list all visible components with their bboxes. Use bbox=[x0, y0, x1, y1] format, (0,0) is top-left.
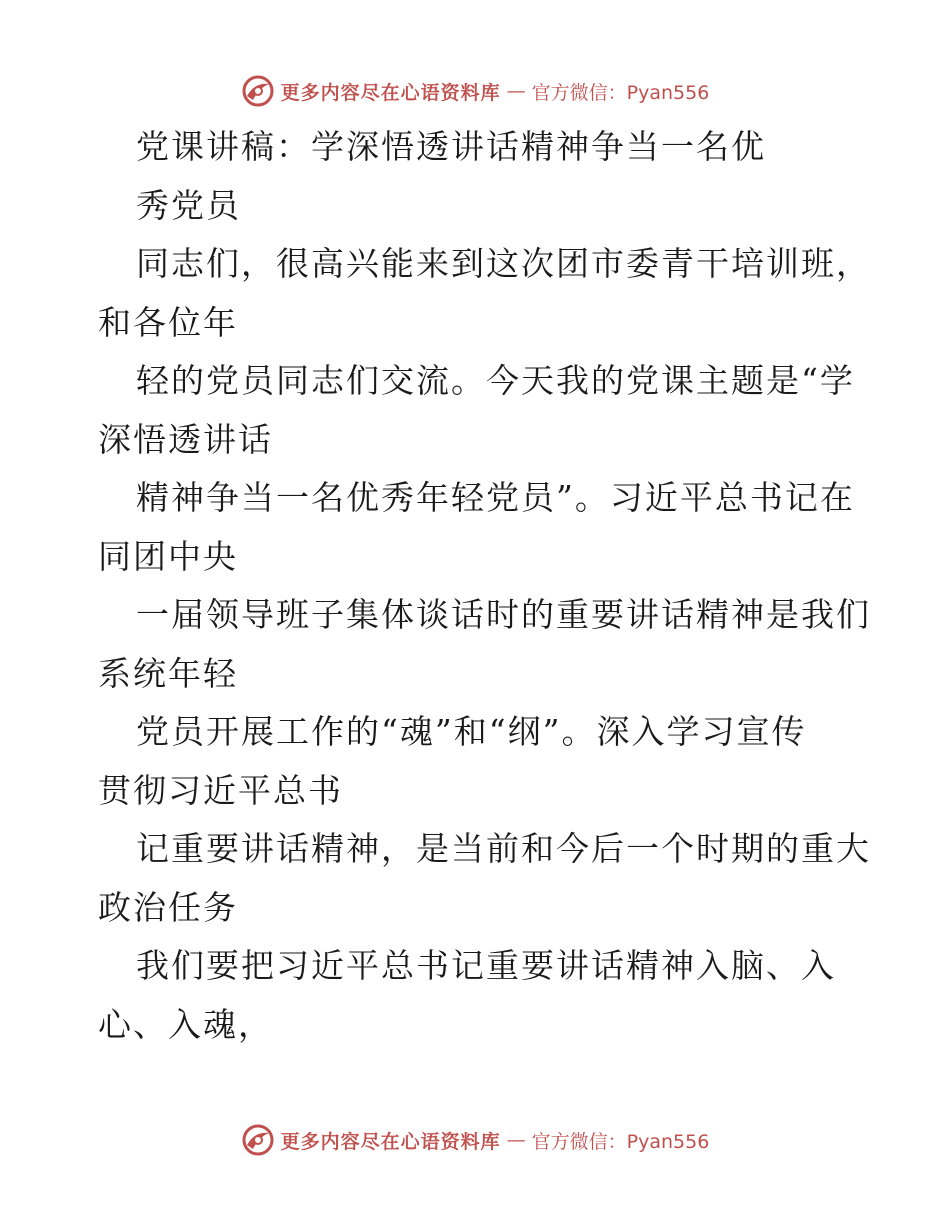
banner-wechat: 官方微信：Pyan556 bbox=[531, 81, 710, 104]
paragraph-line: 同团中央 bbox=[98, 536, 238, 576]
paragraph-line: 深悟透讲话 bbox=[98, 419, 273, 459]
title-line-2: 秀党员 bbox=[136, 185, 241, 225]
document-body bbox=[98, 118, 871, 1054]
banner-text: 更多内容尽在心语资料库 bbox=[280, 81, 501, 104]
paragraph-line: 记重要讲话精神，是当前和今后一个时期的重大 bbox=[136, 829, 871, 868]
paragraph-line: 和各位年 bbox=[98, 302, 238, 342]
banner-wechat: 官方微信：Pyan556 bbox=[531, 1130, 710, 1153]
header-banner bbox=[0, 71, 950, 111]
paragraph-line: 贯彻习近平总书 bbox=[98, 770, 343, 810]
banner-dash: — bbox=[506, 80, 526, 102]
title-line-1: 党课讲稿：学深悟透讲话精神争当一名优 bbox=[136, 127, 766, 166]
paragraph-line: 系统年轻 bbox=[98, 653, 238, 693]
paragraph-line: 精神争当一名优秀年轻党员”。习近平总书记在 bbox=[136, 478, 855, 517]
paragraph-line: 轻的党员同志们交流。今天我的党课主题是“学 bbox=[136, 361, 855, 400]
paragraph-line: 政治任务 bbox=[98, 887, 238, 927]
paragraph-line: 心、入魂， bbox=[98, 1004, 273, 1044]
logo-icon bbox=[241, 1123, 275, 1157]
logo-icon bbox=[241, 74, 275, 108]
paragraph-line: 党员开展工作的“魂”和“纲”。深入学习宣传 bbox=[136, 712, 807, 751]
footer-banner bbox=[0, 1120, 950, 1160]
paragraph-line: 我们要把习近平总书记重要讲话精神入脑、入 bbox=[136, 946, 836, 985]
banner-text: 更多内容尽在心语资料库 bbox=[280, 1130, 501, 1153]
banner-dash: — bbox=[506, 1129, 526, 1151]
paragraph-line: 一届领导班子集体谈话时的重要讲话精神是我们 bbox=[136, 595, 871, 634]
paragraph-line: 同志们，很高兴能来到这次团市委青干培训班， bbox=[136, 244, 871, 283]
